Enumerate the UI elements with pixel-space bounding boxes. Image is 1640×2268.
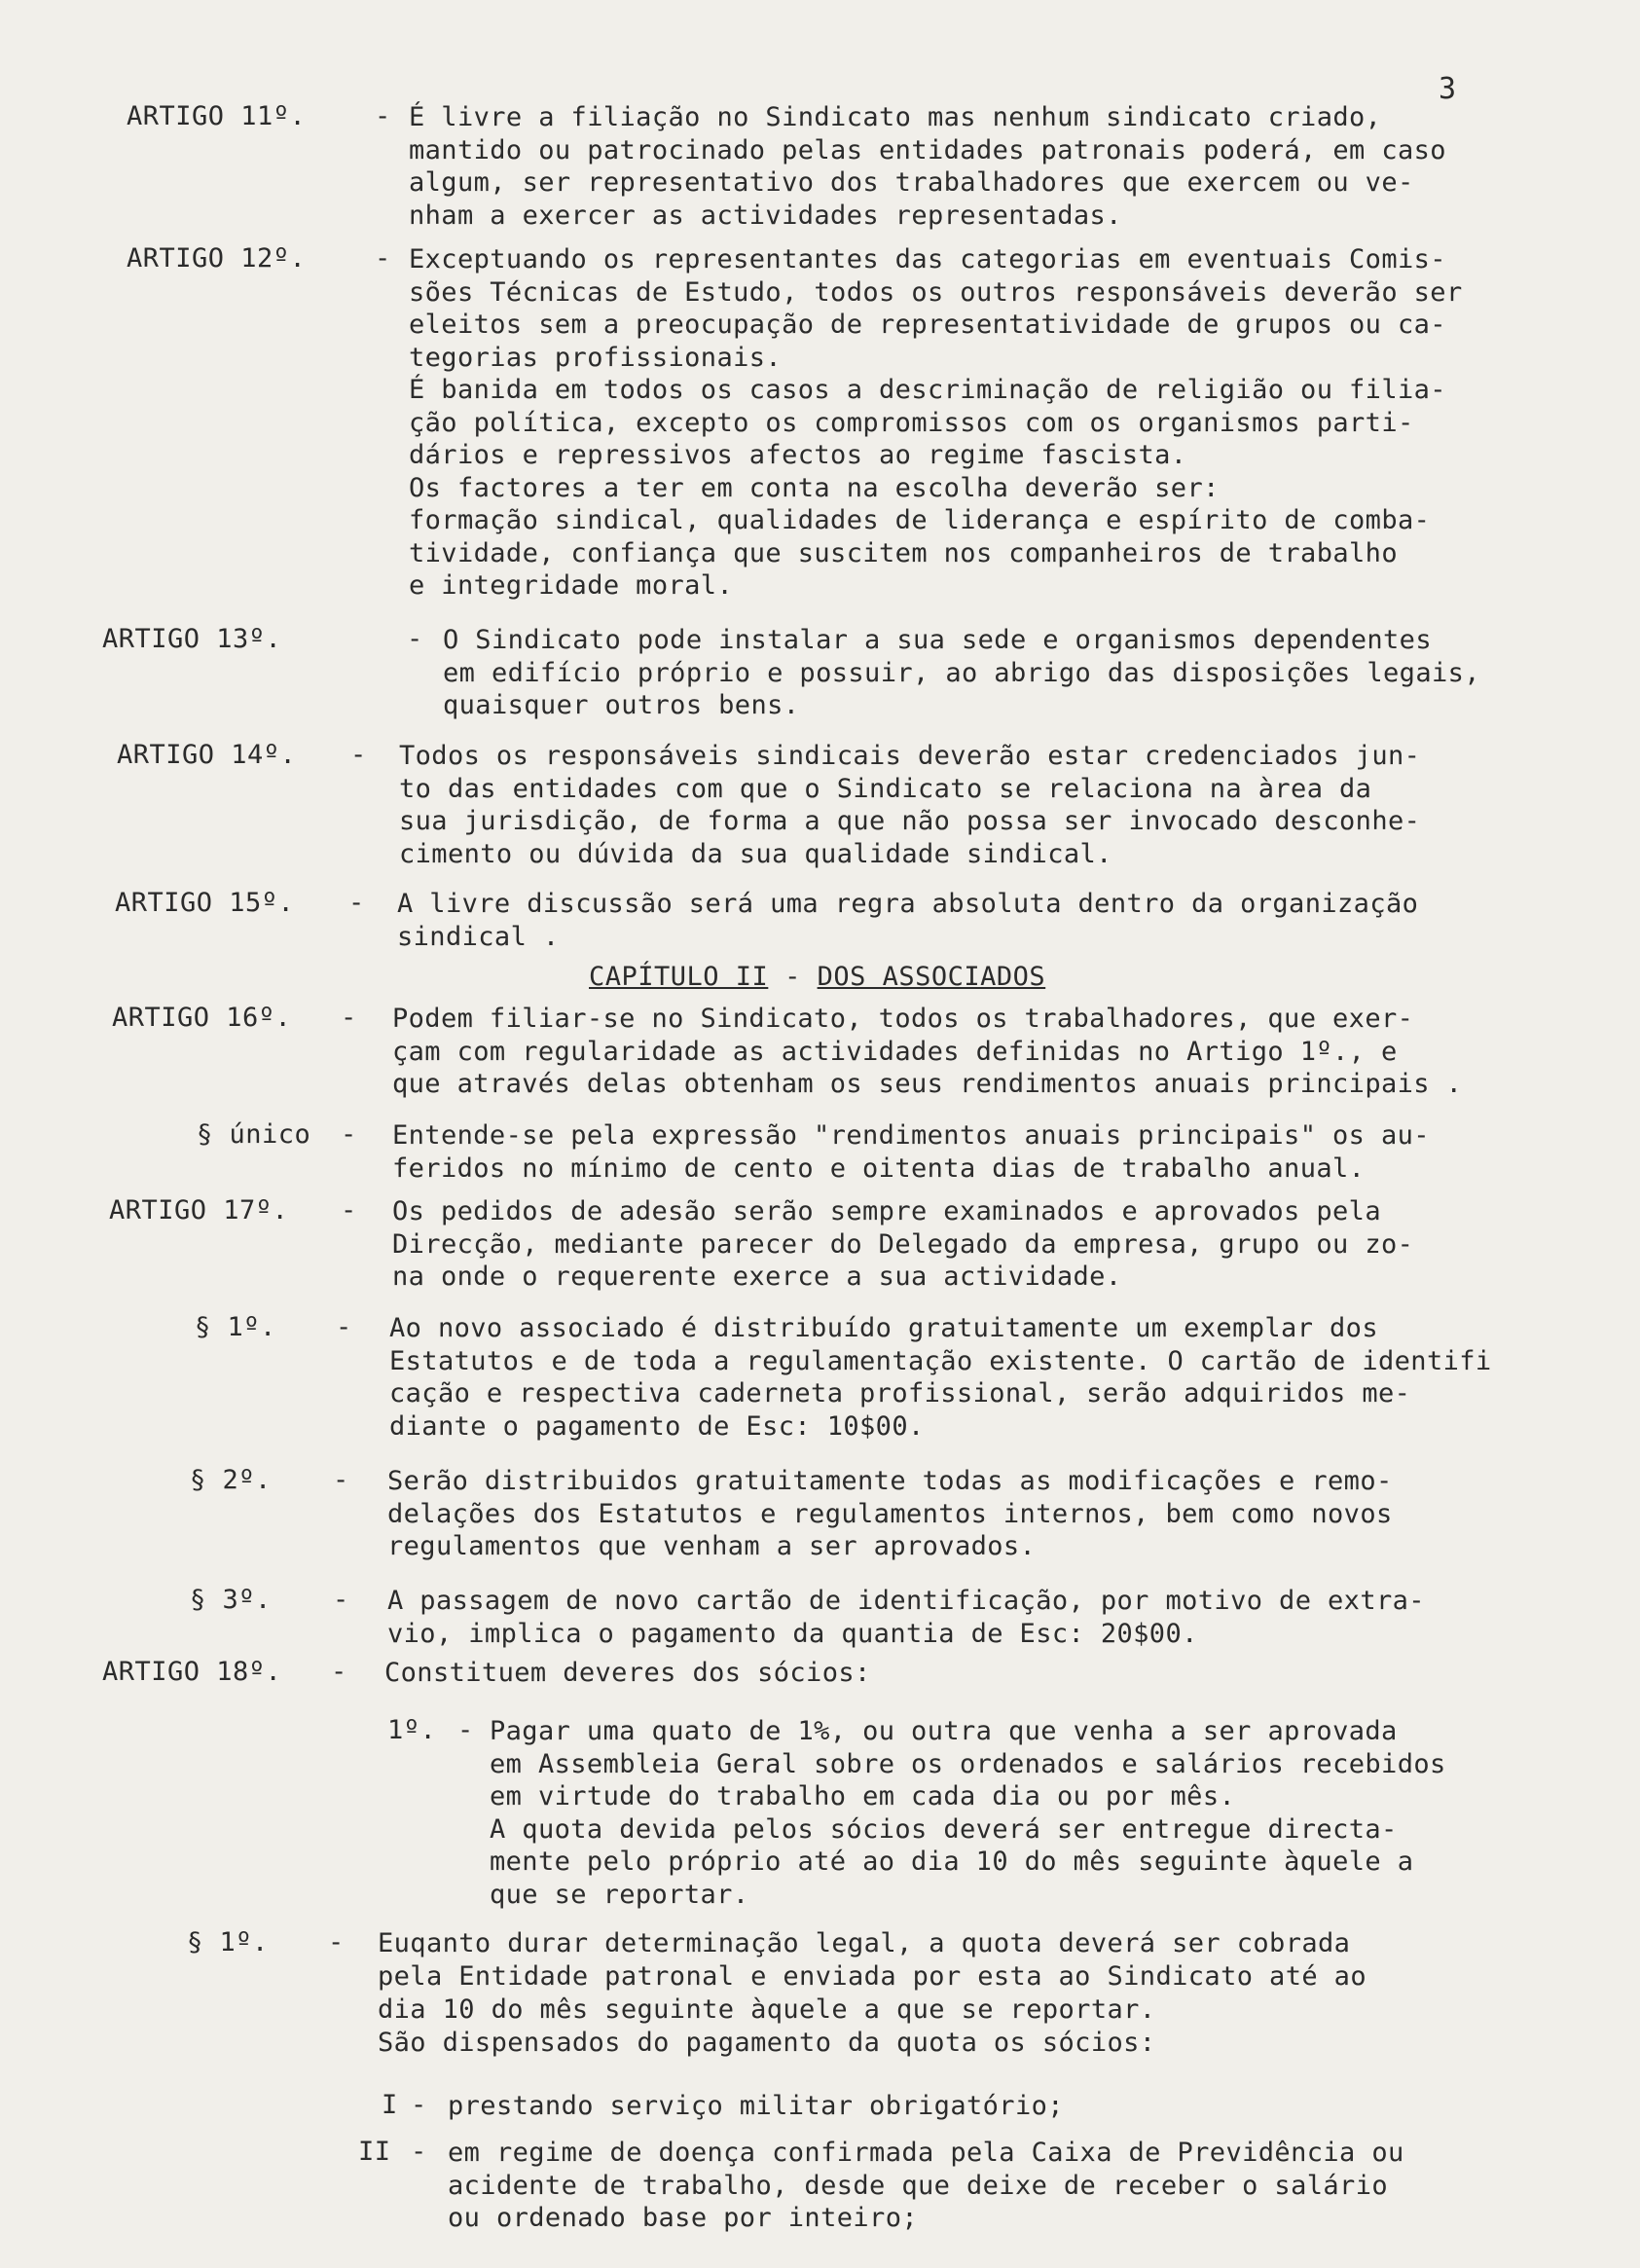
paragraph: Entende-se pela expressão "rendimentos anuais principais" os au- feridos no mínimo de cento e oitenta dias de trabalho anual. <box>392 1120 1430 1184</box>
article-text <box>384 1657 1640 1690</box>
paragraph: Exceptuando os representantes das categorias em eventuais Comis- sões Técnicas de Estudo, todos os outros responsáveis deverão ser eleitos sem a preocupação de representatividade de grupos ou ca- tegorias profissionais. É banida em todos os casos a descriminação de religião ou filia- ção política, excepto os compromissos com os organismos parti- dários e repressivos afectos ao regime fascista. Os factores a ter em conta na escolha deverão ser: formação sindical, qualidades de liderança e espírito de comba- tividade, confiança que suscitem nos companheiros de trabalho e integridade moral. <box>409 244 1463 601</box>
article-text <box>392 1195 1638 1294</box>
chapter-heading <box>589 962 1045 992</box>
article-dash: - <box>331 1657 347 1687</box>
paragraph: O Sindicato pode instalar a sua sede e organismos dependentes em edifício próprio e possuir, ao abrigo das disposições legais, quaisquer outros bens. <box>443 625 1480 720</box>
article-text <box>392 1003 1638 1101</box>
article-label: ARTIGO 18º. <box>102 1657 282 1687</box>
paragraph-label: § 2º. <box>190 1465 272 1495</box>
paragraph-text <box>389 1312 1640 1443</box>
article-text <box>399 740 1635 870</box>
article-label: ARTIGO 16º. <box>112 1003 292 1033</box>
paragraph-label: § 3º. <box>190 1585 272 1615</box>
item-text <box>448 2090 1635 2123</box>
article-dash: - <box>375 243 391 274</box>
paragraph-label: § 1º. <box>195 1312 276 1342</box>
paragraph-dash: - <box>336 1312 352 1342</box>
article-label: ARTIGO 12º. <box>127 243 307 274</box>
item-label: II <box>358 2137 391 2167</box>
article-label: ARTIGO 11º. <box>127 101 307 131</box>
paragraph-text <box>392 1119 1638 1185</box>
chapter-number: CAPÍTULO II <box>589 962 769 992</box>
chapter-separator: - <box>768 962 818 992</box>
paragraph: em regime de doença confirmada pela Caixa de Previdência ou acidente de trabalho, desde que deixe de receber o salário ou ordenado base por inteiro; <box>448 2138 1404 2233</box>
article-dash: - <box>375 101 391 131</box>
paragraph-dash: - <box>341 1119 357 1150</box>
paragraph: Ao novo associado é distribuído gratuitamente um exemplar dos Estatutos e de toda a regulamentação existente. O cartão de identifi cação e respectiva caderneta profissional, serão adquiridos me- diante o pagamento de Esc: 10$00. <box>389 1313 1492 1442</box>
article-dash: - <box>348 888 365 918</box>
paragraph: A passagem de novo cartão de identificação, por motivo de extra- vio, implica o pagamento da quantia de Esc: 20$00. <box>387 1586 1425 1649</box>
item-dash: - <box>411 2137 427 2167</box>
article-text <box>409 101 1640 232</box>
paragraph: Os pedidos de adesão serão sempre examinados e aprovados pela Direcção, mediante parecer do Delegado da empresa, grupo ou zo- na onde o requerente exerce a sua actividade. <box>392 1196 1414 1292</box>
paragraph: A livre discussão será uma regra absoluta dentro da organização sindical . <box>397 889 1419 952</box>
paragraph: Serão distribuidos gratuitamente todas as modificações e remo- delações dos Estatutos e regulamentos internos, bem como novos regulamentos que venham a ser aprovados. <box>387 1466 1393 1561</box>
item-text <box>490 1715 1638 1911</box>
article-text <box>397 888 1633 953</box>
paragraph: Euqanto durar determinação legal, a quota deverá ser cobrada pela Entidade patronal e enviada por esta ao Sindicato até ao dia 10 do mês seguinte àquele a que se reportar. São dispensados do pagamento da quota os sócios: <box>378 1928 1367 2058</box>
article-dash: - <box>341 1003 357 1033</box>
paragraph: Pagar uma quato de 1%, ou outra que venha a ser aprovada em Assembleia Geral sobre os ordenados e salários recebidos em virtude do trabalho em cada dia ou por mês. A quota devida pelos sócios deverá ser entregue directa- mente pelo próprio até ao dia 10 do mês seguinte àquele a que se reportar. <box>490 1716 1446 1910</box>
paragraph: Todos os responsáveis sindicais deverão estar credenciados jun- to das entidades com que o Sindicato se relaciona na àrea da sua jurisdição, de forma a que não possa ser invocado desconhe- cimento ou dúvida da sua qualidade sindical. <box>399 741 1421 869</box>
chapter-title: DOS ASSOCIADOS <box>817 962 1046 992</box>
item-dash: - <box>457 1715 474 1745</box>
paragraph-dash: - <box>333 1585 349 1615</box>
article-label: ARTIGO 17º. <box>109 1195 289 1225</box>
item-label: 1º. <box>387 1715 437 1745</box>
paragraph-dash: - <box>328 1927 345 1957</box>
article-text <box>443 624 1640 722</box>
item-dash: - <box>411 2090 427 2120</box>
item-text <box>448 2137 1635 2235</box>
article-label: ARTIGO 15º. <box>115 888 295 918</box>
article-label: ARTIGO 14º. <box>117 740 297 770</box>
paragraph: É livre a filiação no Sindicato mas nenhum sindicato criado, mantido ou patrocinado pelas entidades patronais poderá, em caso algum, ser representativo dos trabalhadores que exercem ou ve- nham a exercer as actividades representadas. <box>409 102 1446 231</box>
article-text <box>409 243 1640 603</box>
article-label: ARTIGO 13º. <box>102 624 282 654</box>
paragraph-text <box>387 1585 1640 1650</box>
paragraph-text <box>387 1465 1640 1563</box>
paragraph: prestando serviço militar obrigatório; <box>448 2091 1064 2121</box>
paragraph-dash: - <box>333 1465 349 1495</box>
article-dash: - <box>341 1195 357 1225</box>
paragraph-label: § 1º. <box>187 1927 269 1957</box>
paragraph: Podem filiar-se no Sindicato, todos os trabalhadores, que exer- çam com regularidade as actividades definidas no Artigo 1º., e que através delas obtenham os seus rendimentos anuais principais . <box>392 1004 1463 1099</box>
article-dash: - <box>350 740 367 770</box>
paragraph: Constituem deveres dos sócios: <box>384 1658 871 1688</box>
article-dash: - <box>407 624 423 654</box>
item-label: I <box>382 2090 398 2120</box>
paragraph-text <box>378 1927 1640 2060</box>
paragraph-label: § único <box>197 1119 311 1150</box>
page-number: 3 <box>1439 72 1457 106</box>
